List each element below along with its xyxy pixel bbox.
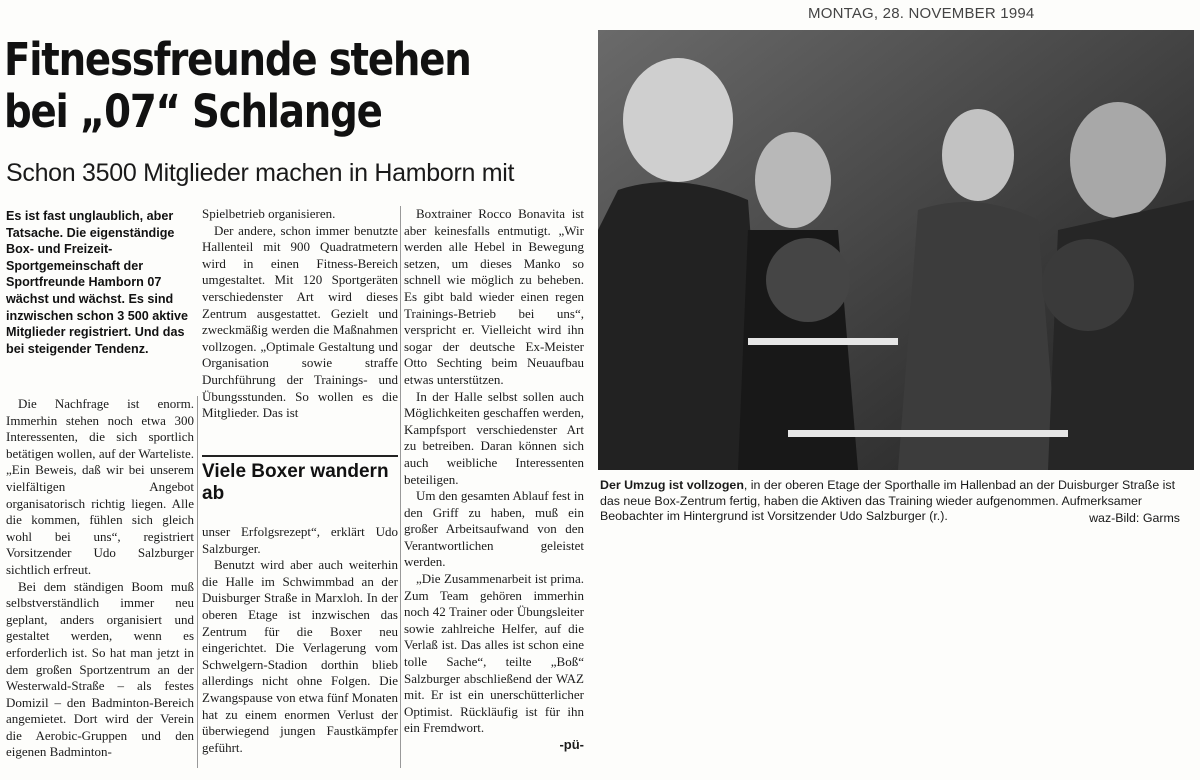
article-column-2 (202, 206, 398, 422)
paragraph: Benutzt wird aber auch weiterhin die Halle im Schwimmbad an der Duisburger Straße in Marxloh. In der oberen Etage ist inzwischen das Zentrum für die Boxer neu eingerichtet. Die Verlagerung vom Schwelgern-Stadion dorthin blieb allerdings nicht ohne Folgen. Die Zwangspause von etwa fünf Monaten hat zu einem enormen Verlust der überwiegend jungen Faustkämpfer geführt. (202, 557, 398, 755)
lead-paragraph: Es ist fast unglaublich, aber Tatsache. Die eigenständige Box- und Freizeit-Sportgemeinschaft der Sportfreunde Hamborn 07 wächst und wächst. Es sind inzwischen schon 3 500 aktive Mitglieder registriert. Und das bei steigender Tendenz. (6, 209, 188, 356)
paragraph: Um den gesamten Ablauf fest in den Griff zu haben, muß ein großer Arbeitsaufwand von den Verantwortlichen geleistet werden. (404, 488, 584, 570)
photo-illustration (598, 30, 1194, 470)
paragraph: Die Nachfrage ist enorm. Immerhin stehen noch etwa 300 Interessenten, die sich sportlich betätigen wollen, auf der Warteliste. „Ein Beweis, daß wir bei unserem vielfältigen Angebot organisatorisch richtig liegen. Alle die kommen, fühlen sich gleich wohl bei uns“, registriert Vorsitzender Udo Salzburger sichtlich erfreut. (6, 396, 194, 577)
dateline: MONTAG, 28. NOVEMBER 1994 (808, 5, 1035, 22)
caption-lead: Der Umzug ist vollzogen (600, 478, 744, 492)
person-trainer (623, 58, 733, 182)
paragraph: Spielbetrieb organisieren. (202, 206, 336, 221)
section-subtitle: Viele Boxer wandern ab (202, 455, 398, 509)
headline (4, 34, 511, 138)
subheadline: Schon 3500 Mitglieder machen in Hamborn mit (6, 159, 515, 187)
boxing-glove-icon (766, 238, 850, 322)
headline-line-2: bei „07“ Schlange (4, 85, 382, 138)
photo-credit: waz-Bild: Garms (1089, 511, 1180, 525)
paragraph: Der andere, schon immer benutzte Hallenteil mit 900 Quadratmetern wird in einen Fitness-Bereich umgestaltet. Mit 120 Sportgeräten verschiedenster Art wird dieses Zentrum ausgestattet. Gezielt und zweckmäßig werden die Maßnahmen vollzogen. „Optimale Gestaltung und Organisation sowie straffe Durchführung der Trainings- und Übungsstunden. So wollen es die Mitglieder. Das ist (202, 222, 398, 421)
headline-line-1: Fitnessfreunde stehen (4, 33, 471, 86)
boxing-photo (598, 30, 1194, 470)
paragraph: Bei dem ständigen Boom muß selbstverständlich immer neu geplant, anders organisiert und gestaltet werden, wenn es erforderlich ist. So hat man jetzt in dem großen Sportzentrum an der Westerwald-Straße – als festes Domizil – den Badminton-Bereich angemietet. Dort wird der Verein die Aerobic-Gruppen und den eigenen Badminton- (6, 578, 194, 760)
article-column-3 (404, 206, 584, 754)
person-boxer (755, 132, 831, 228)
paragraph: In der Halle selbst sollen auch Möglichkeiten geschaffen werden, Kampfsport verschiedenster Art zu betreiben. Daran können sich auch weibliche Interessenten beteiligen. (404, 388, 584, 487)
boxing-glove-icon (1042, 239, 1134, 331)
article-column-2-continued (202, 524, 398, 756)
person-sparring (1070, 102, 1166, 218)
caption-text: , in der oberen Etage der Sporthalle im Hallenbad an der Duisburger Straße ist das neue Box-Zentrum fertig, haben die Aktiven das Training wieder aufgenommen. Aufmerksamer Beobachter im Hintergrund ist Vorsitzender Udo Salzburger (r.). (600, 478, 1176, 523)
paragraph: Boxtrainer Rocco Bonavita ist aber keinesfalls entmutigt. „Wir werden alle Hebel in Bewegung setzen, um dieses Manko so schnell wie möglich zu beheben. Es gibt bald wieder einen regen Trainings-Betrieb bei uns“, verspricht er. Vielleicht wird ihn sogar der deutsche Ex-Meister Otto Sechting beim Neuaufbau etwas unterstützen. (404, 206, 584, 387)
ring-rope (788, 430, 1068, 437)
column-divider (197, 396, 198, 768)
paragraph: unser Erfolgsrezept“, erklärt Udo Salzburger. (202, 524, 398, 556)
author-signature: -pü- (559, 737, 584, 752)
column-divider (400, 206, 401, 768)
paragraph: „Die Zusammenarbeit ist prima. Zum Team gehören immerhin noch 42 Trainer oder Übungsleiter sowie zahlreiche Helfer, auf die Verlaß ist. Das alles ist schon eine tolle Sache“, teilte „Boß“ Salzburger abschließend der WAZ mit. Er ist ein unerschütterlicher Optimist. Rückläufig ist für ihn ein Fremdwort. (404, 571, 584, 736)
article-column-1 (6, 396, 194, 761)
ring-rope (748, 338, 898, 345)
person-salzburger (942, 109, 1014, 201)
